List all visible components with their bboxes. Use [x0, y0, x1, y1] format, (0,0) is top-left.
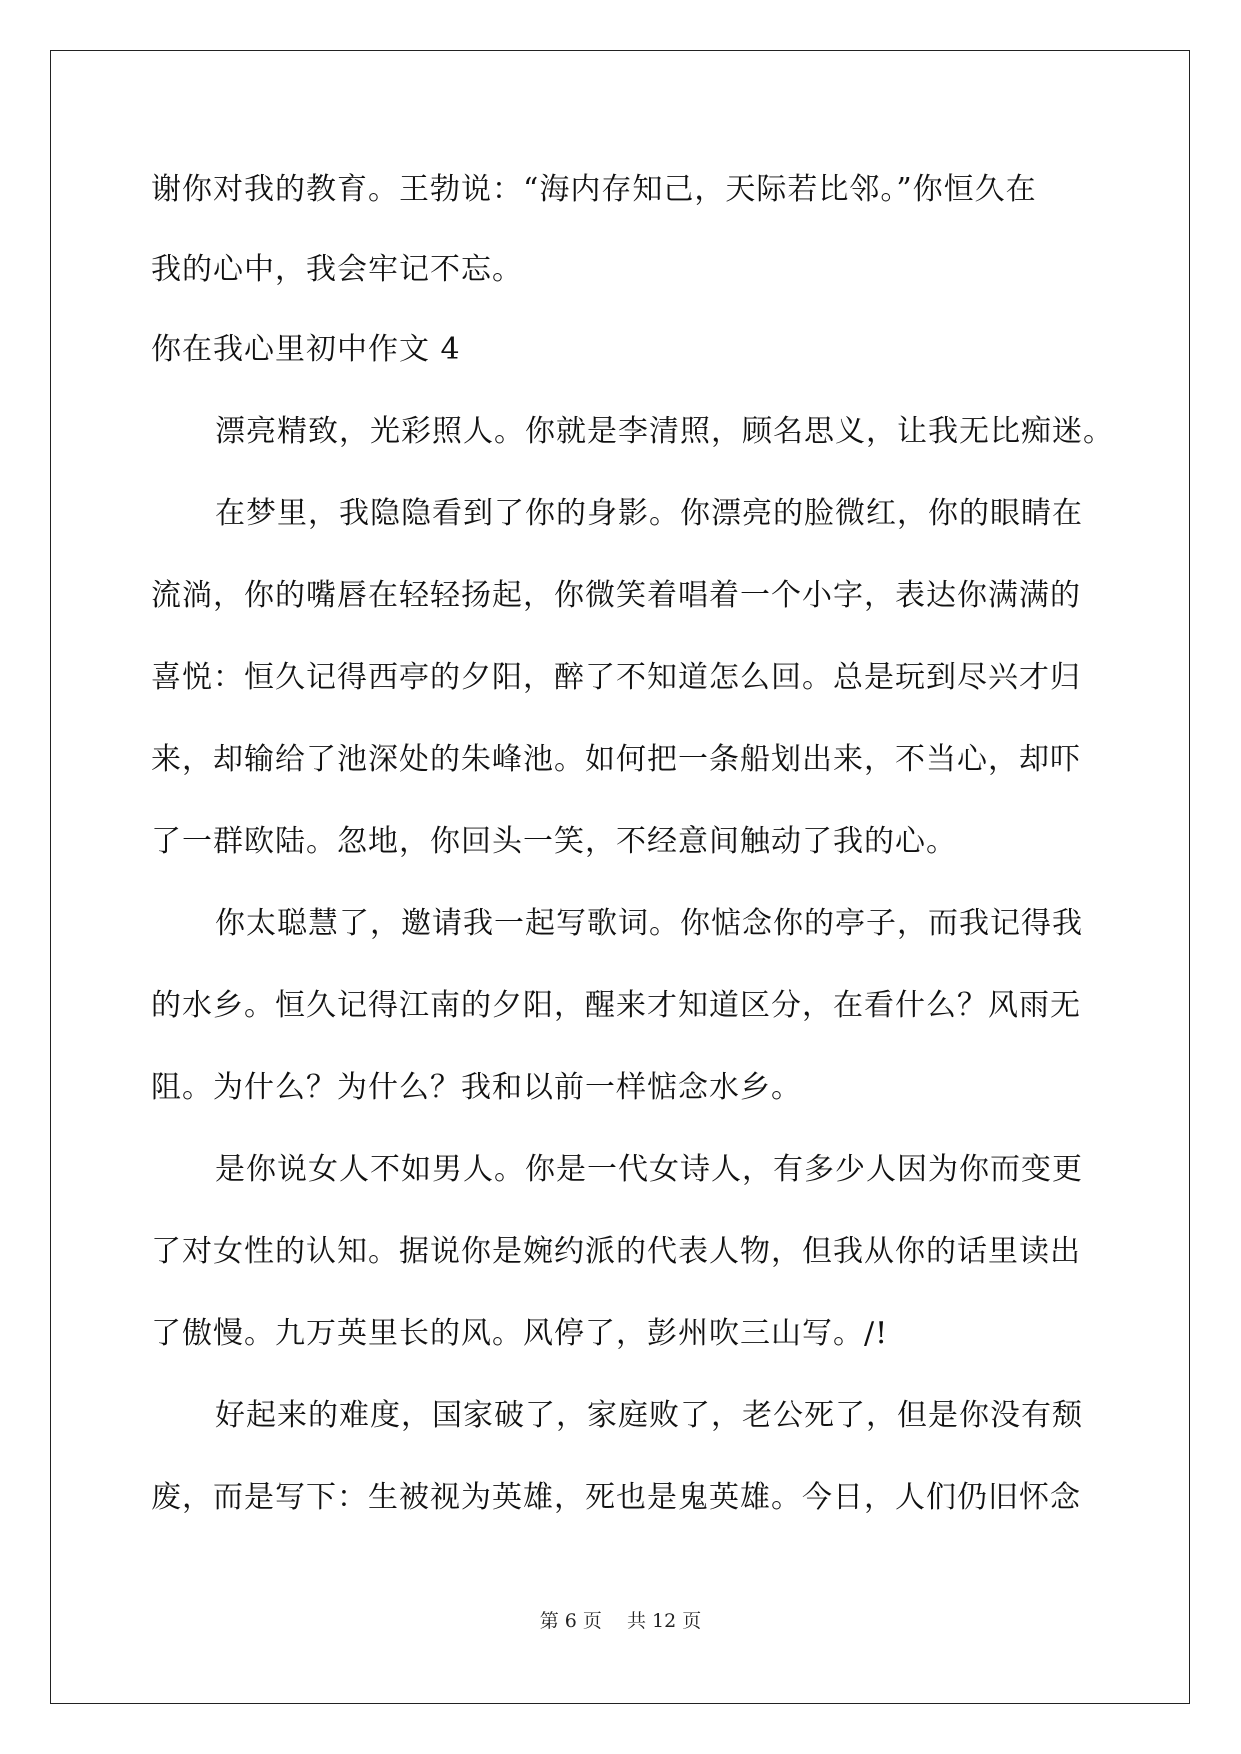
text-line: 谢你对我的教育。王勃说：“海内存知己，天际若比邻。”你恒久在 — [151, 172, 1037, 207]
text-line: 是你说女人不如男人。你是一代女诗人，有多少人因为你而变更 — [215, 1152, 1083, 1187]
text-line: 你太聪慧了，邀请我一起写歌词。你惦念你的亭子，而我记得我 — [215, 906, 1083, 941]
text-line: 的水乡。恒久记得江南的夕阳，醒来才知道区分，在看什么？风雨无 — [151, 988, 1081, 1023]
text-line: 喜悦：恒久记得西亭的夕阳，醉了不知道怎么回。总是玩到尽兴才归 — [151, 660, 1081, 695]
section-heading: 你在我心里初中作文 4 — [151, 332, 461, 367]
text-line: 我的心中，我会牢记不忘。 — [151, 252, 523, 287]
text-line: 在梦里，我隐隐看到了你的身影。你漂亮的脸微红，你的眼睛在 — [215, 496, 1083, 531]
page-number: 第 6 页 共 12 页 — [539, 1610, 702, 1632]
text-line: 了一群欧陆。忽地，你回头一笑，不经意间触动了我的心。 — [151, 824, 957, 859]
text-line: 了对女性的认知。据说你是婉约派的代表人物，但我从你的话里读出 — [151, 1234, 1081, 1269]
text-line: 阻。为什么？为什么？我和以前一样惦念水乡。 — [151, 1070, 802, 1105]
text-line: 好起来的难度，国家破了，家庭败了，老公死了，但是你没有颓 — [215, 1398, 1083, 1433]
text-line: 流淌，你的嘴唇在轻轻扬起，你微笑着唱着一个小字，表达你满满的 — [151, 578, 1081, 613]
text-line: 漂亮精致，光彩照人。你就是李清照，顾名思义，让我无比痴迷。 — [215, 414, 1114, 449]
text-line: 来，却输给了池深处的朱峰池。如何把一条船划出来，不当心，却吓 — [151, 742, 1081, 777]
text-line: 废，而是写下：生被视为英雄，死也是鬼英雄。今日，人们仍旧怀念 — [151, 1480, 1081, 1515]
text-line: 了傲慢。九万英里长的风。风停了，彭州吹三山写。/! — [151, 1316, 889, 1351]
page-border — [50, 50, 1190, 1704]
